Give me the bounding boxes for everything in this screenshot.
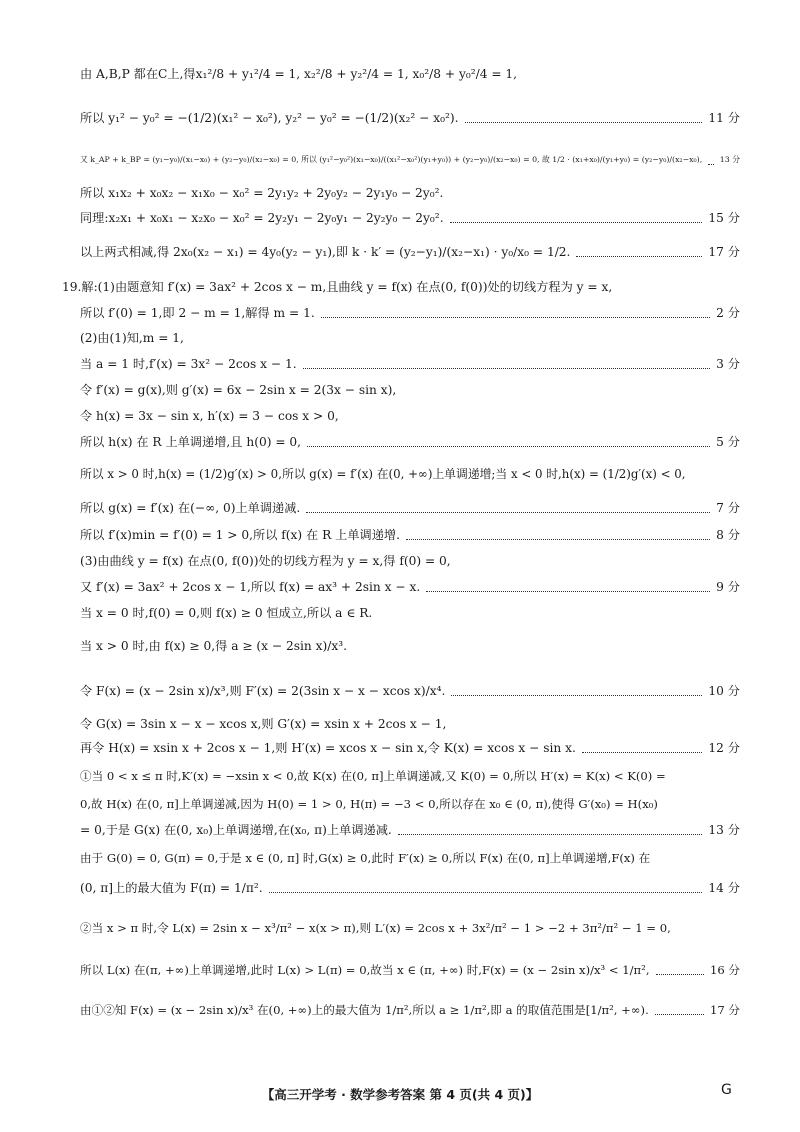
solution-line: 由于 G(0) = 0, G(π) = 0,于是 x ∈ (0, π] 时,G(x) ≥ 0,此时 F′(x) ≥ 0,所以 F(x) 在(0, π]上单调递增,F(x) 在 xyxy=(80,851,651,865)
score-mark: 17 分 xyxy=(709,1003,740,1017)
dot-leader xyxy=(406,530,710,540)
score-mark: 15 分 xyxy=(708,211,740,225)
dot-leader xyxy=(307,437,710,447)
question-heading-line: 19.解:(1)由题意知 f′(x) = 3ax² + 2cos x − m,且曲线 y = f(x) 在点(0, f(0))处的切线方程为 y = x, xyxy=(62,280,613,294)
page-footer: 【高三开学考 · 数学参考答案 第 4 页(共 4 页)】 xyxy=(261,1087,539,1102)
solution-line: = 0,于是 G(x) 在(0, x₀)上单调递增,在(x₀, π)上单调递减. 13 分 xyxy=(80,823,740,837)
dot-leader xyxy=(321,308,710,318)
solution-line: 当 x > 0 时,由 f(x) ≥ 0,得 a ≥ (x − 2sin x)/x³. xyxy=(80,639,348,653)
solution-line: 0,故 H(x) 在(0, π]上单调递减,因为 H(0) = 1 > 0, H(π) = −3 < 0,所以存在 x₀ ∈ (0, π),使得 G′(x₀) = H(x₀) xyxy=(80,797,658,811)
score-mark: 10 分 xyxy=(708,684,740,698)
solution-line: 以上两式相减,得 2x₀(x₂ − x₁) = 4y₀(y₂ − y₁),即 k · k′ = (y₂−y₁)/(x₂−x₁) · y₀/x₀ = 1/2. 17 分 xyxy=(80,245,740,259)
solution-line: 当 a = 1 时,f′(x) = 3x² − 2cos x − 1. 3 分 xyxy=(80,357,740,371)
solution-line: ①当 0 < x ≤ π 时,K′(x) = −xsin x < 0,故 K(x) 在(0, π]上单调递减,又 K(0) = 0,所以 H′(x) = K(x) < K(0) = xyxy=(80,769,666,783)
version-letter: G xyxy=(721,1082,732,1098)
solution-line: 令 h(x) = 3x − sin x, h′(x) = 3 − cos x > 0, xyxy=(80,409,339,423)
score-mark: 12 分 xyxy=(708,741,740,755)
dot-leader xyxy=(582,743,703,753)
solution-line: 所以 x > 0 时,h(x) = (1/2)g′(x) > 0,所以 g(x) = f′(x) 在(0, +∞)上单调递增;当 x < 0 时,h(x) = (1/2)g′(x) < 0, xyxy=(80,467,686,481)
solution-line: 令 F(x) = (x − 2sin x)/x³,则 F′(x) = 2(3sin x − x − xcos x)/x⁴. 10 分 xyxy=(80,684,740,698)
dot-leader xyxy=(655,1005,704,1015)
solution-line: 由 A,B,P 都在C上,得x₁²/8 + y₁²/4 = 1, x₂²/8 + y₂²/4 = 1, x₀²/8 + y₀²/4 = 1, xyxy=(80,67,518,81)
solution-line: 所以 x₁x₂ + x₀x₂ − x₁x₀ − x₀² = 2y₁y₂ + 2y₀y₂ − 2y₁y₀ − 2y₀². xyxy=(80,186,444,200)
solution-line: 所以 f′(0) = 1,即 2 − m = 1,解得 m = 1. 2 分 xyxy=(80,306,740,320)
dot-leader xyxy=(450,213,703,223)
score-mark: 9 分 xyxy=(716,580,740,594)
dot-leader xyxy=(426,582,710,592)
solution-line: 所以 f′(x)min = f′(0) = 1 > 0,所以 f(x) 在 R 上单调递增. 8 分 xyxy=(80,528,740,542)
dot-leader xyxy=(708,155,714,165)
solution-line: (3)由曲线 y = f(x) 在点(0, f(0))处的切线方程为 y = x,得 f(0) = 0, xyxy=(80,554,451,568)
dot-leader xyxy=(465,113,703,123)
score-mark: 3 分 xyxy=(716,357,740,371)
solution-line: (2)由(1)知,m = 1, xyxy=(80,331,184,345)
solution-line: ②当 x > π 时,令 L(x) = 2sin x − x³/π² − x(x > π),则 L′(x) = 2cos x + 3x²/π² − 1 > −2 + 3π²/π² − 1 = 0, xyxy=(80,921,671,935)
score-mark: 5 分 xyxy=(716,435,740,449)
score-mark: 14 分 xyxy=(708,881,740,895)
solution-line: 令 f′(x) = g(x),则 g′(x) = 6x − 2sin x = 2(3x − sin x), xyxy=(80,383,397,397)
score-mark: 13 分 xyxy=(708,823,740,837)
score-mark: 11 分 xyxy=(708,111,740,125)
score-mark: 8 分 xyxy=(716,528,740,542)
solution-line: 当 x = 0 时,f(0) = 0,则 f(x) ≥ 0 恒成立,所以 a ∈ R. xyxy=(80,606,373,620)
solution-line: 又 f′(x) = 3ax² + 2cos x − 1,所以 f(x) = ax³ + 2sin x − x. 9 分 xyxy=(80,580,740,594)
solution-line: 由①②知 F(x) = (x − 2sin x)/x³ 在(0, +∞)上的最大值为 1/π²,所以 a ≥ 1/π²,即 a 的取值范围是[1/π², +∞). 17 分 xyxy=(80,1003,740,1017)
dot-leader xyxy=(656,965,704,975)
dot-leader xyxy=(306,503,710,513)
dot-leader xyxy=(398,825,703,835)
solution-line: 所以 g(x) = f′(x) 在(−∞, 0)上单调递减. 7 分 xyxy=(80,501,740,515)
dot-leader xyxy=(269,883,703,893)
score-mark: 13 分 xyxy=(719,155,740,164)
score-mark: 17 分 xyxy=(708,245,740,259)
solution-line: 令 G(x) = 3sin x − x − xcos x,则 G′(x) = xsin x + 2cos x − 1, xyxy=(80,717,447,731)
solution-line: 再令 H(x) = xsin x + 2cos x − 1,则 H′(x) = xcos x − sin x,令 K(x) = xcos x − sin x. 12 分 xyxy=(80,741,740,755)
solution-line: 所以 L(x) 在(π, +∞)上单调递增,此时 L(x) > L(π) = 0,故当 x ∈ (π, +∞) 时,F(x) = (x − 2sin x)/x³ < 1/π², 16 分 xyxy=(80,963,740,977)
solution-line: 又 k_AP + k_BP = (y₁−y₀)/(x₁−x₀) + (y₂−y₀)/(x₂−x₀) = 0, 所以 (y₁²−y₀²)(x₁−x₀)/((x₁²−x₀²)(y₁+y₀)) + (y₂−y₀)/(x₂−x₀) = 0, 故 1/2 · (x₁+x₀)/(y₁+y₀) = (y₂−y₀)/(x₂−x₀), 13 分 xyxy=(80,152,740,168)
dot-leader xyxy=(303,359,711,369)
score-mark: 7 分 xyxy=(716,501,740,515)
solution-line: 所以 h(x) 在 R 上单调递增,且 h(0) = 0, 5 分 xyxy=(80,435,740,449)
dot-leader xyxy=(451,686,702,696)
solution-line: 所以 y₁² − y₀² = −(1/2)(x₁² − x₀²), y₂² − y₀² = −(1/2)(x₂² − x₀²). 11 分 xyxy=(80,111,740,125)
dot-leader xyxy=(576,247,702,257)
score-mark: 2 分 xyxy=(716,306,740,320)
solution-line: (0, π]上的最大值为 F(π) = 1/π². 14 分 xyxy=(80,881,740,895)
score-mark: 16 分 xyxy=(709,963,740,977)
solution-line: 同理:x₂x₁ + x₀x₁ − x₂x₀ − x₀² = 2y₂y₁ − 2y₀y₁ − 2y₂y₀ − 2y₀². 15 分 xyxy=(80,211,740,225)
